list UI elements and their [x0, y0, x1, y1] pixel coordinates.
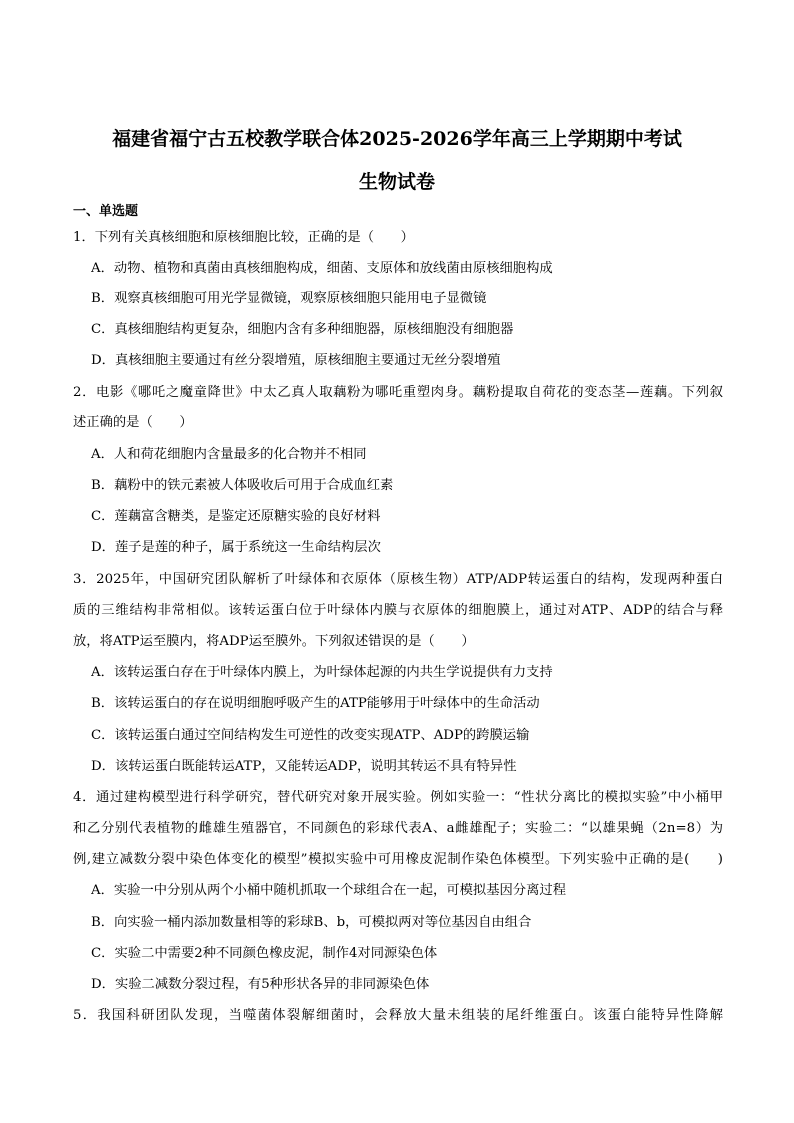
question-1-stem: 1．下列有关真核细胞和原核细胞比较，正确的是（ ）: [73, 230, 414, 245]
question-3-option-d: D．该转运蛋白既能转运ATP，又能转运ADP，说明其转运不具有特异性: [91, 759, 517, 774]
question-2-option-b: B．藕粉中的铁元素被人体吸收后可用于合成血红素: [91, 478, 394, 493]
question-3-option-c: C．该转运蛋白通过空间结构发生可逆性的改变实现ATP、ADP的跨膜运输: [91, 728, 530, 743]
question-2-stem-line-1: 2．电影《哪吒之魔童降世》中太乙真人取藕粉为哪吒重塑肉身。藕粉提取自荷花的变态茎—莲藕。下列叙: [73, 385, 723, 400]
question-1-option-b: B．观察真核细胞可用光学显微镜，观察原核细胞只能用电子显微镜: [91, 291, 487, 306]
exam-subtitle: 生物试卷: [358, 171, 435, 193]
question-2-option-d: D．莲子是莲的种子，属于系统这一生命结构层次: [91, 540, 381, 555]
question-4-stem-line-1: 4．通过建构模型进行科学研究，替代研究对象开展实验。例如实验一：“性状分离比的模拟实验”中小桶甲: [73, 790, 723, 805]
question-4-option-c: C．实验二中需要2种不同颜色橡皮泥，制作4对同源染色体: [91, 946, 438, 961]
question-4-option-a: A．实验一中分别从两个小桶中随机抓取一个球组合在一起，可模拟基因分离过程: [91, 883, 566, 898]
question-5-stem-line-1: 5．我国科研团队发现，当噬菌体裂解细菌时，会释放大量未组装的尾纤维蛋白。该蛋白能特异性降解: [73, 1008, 723, 1023]
question-4-stem-line-3: 例,建立减数分裂中染色体变化的模型”模拟实验中可用橡皮泥制作染色体模型。下列实验中正确的是( ): [73, 852, 723, 867]
question-1-option-a: A．动物、植物和真菌由真核细胞构成，细菌、支原体和放线菌由原核细胞构成: [91, 261, 553, 276]
question-3-stem-line-1: 3．2025年，中国研究团队解析了叶绿体和衣原体（原核生物）ATP/ADP转运蛋白的结构，发现两种蛋白: [73, 572, 723, 587]
question-4-option-b: B．向实验一桶内添加数量相等的彩球B、b，可模拟两对等位基因自由组合: [91, 915, 532, 930]
question-3-option-a: A．该转运蛋白存在于叶绿体内膜上，为叶绿体起源的内共生学说提供有力支持: [91, 665, 553, 680]
question-2-option-c: C．莲藕富含糖类，是鉴定还原糖实验的良好材料: [91, 509, 381, 524]
question-2-option-a: A．人和荷花细胞内含量最多的化合物并不相同: [91, 447, 367, 462]
question-1-option-c: C．真核细胞结构更复杂，细胞内含有多种细胞器，原核细胞没有细胞器: [91, 322, 514, 337]
question-3-stem-line-2: 质的三维结构非常相似。该转运蛋白位于叶绿体内膜与衣原体的细胞膜上，通过对ATP、ADP的结合与释: [73, 603, 723, 618]
question-2-stem-line-2: 述正确的是（ ）: [73, 415, 193, 430]
question-3-stem-line-3: 放，将ATP运至膜内，将ADP运至膜外。下列叙述错误的是（ ）: [73, 634, 475, 649]
question-4-option-d: D．实验二减数分裂过程，有5种形状各异的非同源染色体: [91, 977, 430, 992]
exam-title: 福建省福宁古五校教学联合体2025-2026学年高三上学期期中考试: [112, 128, 682, 150]
question-4-stem-line-2: 和乙分别代表植物的雌雄生殖器官，不同颜色的彩球代表A、a雌雄配子；实验二：“以雄果蝇（2n=8）为: [73, 821, 723, 836]
question-3-option-b: B．该转运蛋白的存在说明细胞呼吸产生的ATP能够用于叶绿体中的生命活动: [91, 696, 540, 711]
section-heading: 一、单选题: [73, 204, 139, 219]
question-1-option-d: D．真核细胞主要通过有丝分裂增殖，原核细胞主要通过无丝分裂增殖: [91, 353, 501, 368]
